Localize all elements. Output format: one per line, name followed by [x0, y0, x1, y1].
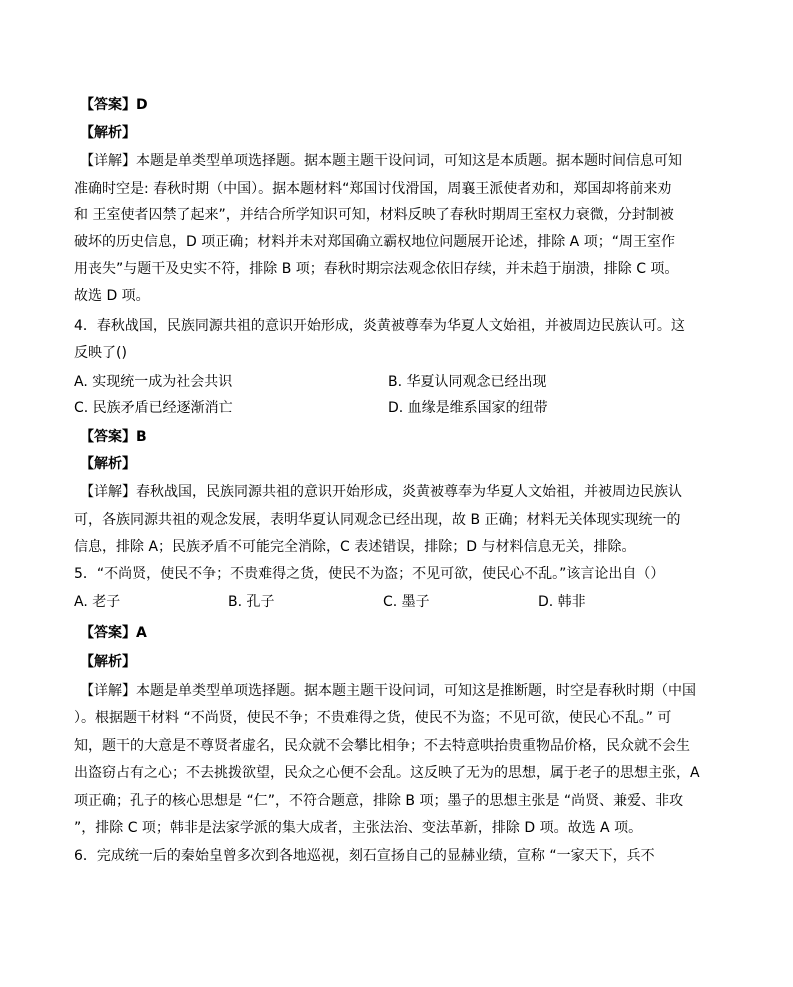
- detail-line: 可，各族同源共祖的观念发展，表明华夏认同观念已经出现，故 B 正确；材料无关体现实现统一的: [74, 512, 681, 528]
- detail-line: 【详解】本题是单类型单项选择题。据本题主题干设问词，可知这是推断题，时空是春秋时期（中国: [80, 683, 696, 699]
- detail-line: 和 王室使者囚禁了起来”，并结合所学知识可知，材料反映了春秋时期周王室权力衰微，分封制被: [74, 207, 674, 223]
- detail-line: 破坏的历史信息，D 项正确；材料并未对郑国确立霸权地位问题展开论述，排除 A 项；“周王室作: [74, 234, 675, 250]
- detail-line: 故选 D 项。: [74, 288, 150, 304]
- option-d: D. 血缘是维系国家的纽带: [388, 400, 548, 416]
- detail-line: 【详解】本题是单类型单项选择题。据本题主题干设问词，可知这是本质题。据本题时间信息可知: [80, 153, 682, 169]
- detail-line: 【详解】春秋战国，民族同源共祖的意识开始形成，炎黄被尊奉为华夏人文始祖，并被周边民族认: [80, 484, 682, 500]
- question-stem: 5．“不尚贤，使民不争；不贵难得之货，使民不为盗；不见可欲，使民心不乱。”该言论出自（）: [74, 566, 665, 582]
- option-c: C. 墨子: [383, 594, 430, 610]
- option-b: B. 华夏认同观念已经出现: [388, 374, 547, 390]
- detail-line: ”，排除 C 项；韩非是法家学派的集大成者，主张法治、变法革新，排除 D 项。故选 A 项。: [74, 820, 643, 836]
- answer-label: 【答案】D: [80, 97, 148, 113]
- option-a: A. 实现统一成为社会共识: [74, 374, 233, 390]
- analysis-label: 【解析】: [80, 456, 136, 472]
- detail-line: 信息，排除 A；民族矛盾不可能完全消除，C 表述错误，排除；D 与材料信息无关，排除。: [74, 539, 636, 555]
- analysis-label: 【解析】: [80, 125, 136, 141]
- option-c: C. 民族矛盾已经逐渐消亡: [74, 400, 233, 416]
- detail-line: 项正确；孔子的核心思想是 “仁”，不符合题意，排除 B 项；墨子的思想主张是 “尚贤、兼爱、非攻: [74, 793, 684, 809]
- answer-label: 【答案】A: [80, 625, 147, 641]
- option-b: B. 孔子: [228, 594, 275, 610]
- option-a: A. 老子: [74, 594, 121, 610]
- detail-line: 用丧失”与题干及史实不符，排除 B 项；春秋时期宗法观念依旧存续，并未趋于崩溃，排除 C 项。: [74, 261, 679, 277]
- detail-line: 准确时空是: 春秋时期（中国）。据本题材料“郑国讨伐滑国，周襄王派使者劝和，郑国却将前来劝: [74, 181, 672, 197]
- detail-line: 知，题干的大意是不尊贤者虚名，民众就不会攀比相争；不去特意哄抬贵重物品价格，民众就不会生: [74, 738, 690, 754]
- answer-label: 【答案】B: [80, 429, 147, 445]
- question-stem: 4．春秋战国，民族同源共祖的意识开始形成，炎黄被尊奉为华夏人文始祖，并被周边民族认可。这: [74, 318, 685, 334]
- option-d: D. 韩非: [538, 594, 586, 610]
- question-stem: 6．完成统一后的秦始皇曾多次到各地巡视，刻石宣扬自己的显赫业绩，宣称 “一家天下，兵不: [74, 848, 655, 864]
- question-stem: 反映了(): [74, 345, 127, 361]
- detail-line: ）。根据题干材料 “不尚贤，使民不争；不贵难得之货，使民不为盗；不见可欲，使民心不乱。” 可: [74, 710, 672, 726]
- detail-line: 出盗窃占有之心；不去挑拨欲望，民众之心便不会乱。这反映了无为的思想，属于老子的思想主张，A: [74, 765, 700, 781]
- analysis-label: 【解析】: [80, 654, 136, 670]
